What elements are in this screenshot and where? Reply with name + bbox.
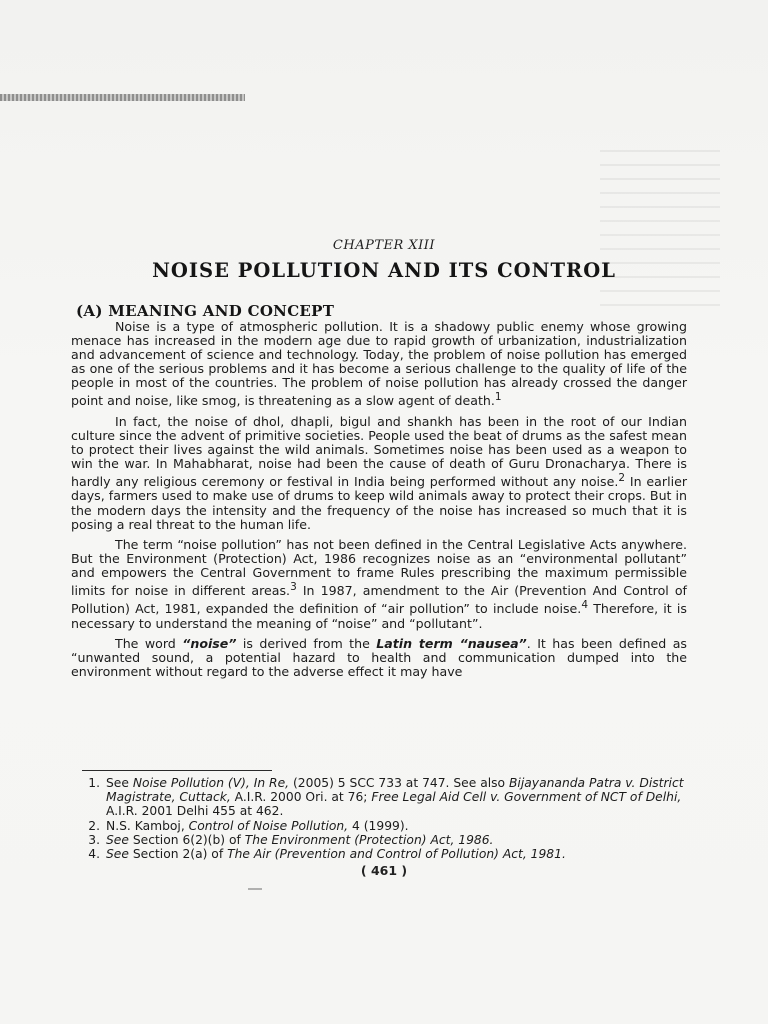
footnote-ref-1[interactable]: 1: [494, 391, 502, 404]
paragraph-4: The word “noise” is derived from the Latin term “nausea”. It has been defined as “unwanted sound, a potential hazard to health and communication dumped into the environment without regard to the adverse effect it may have: [71, 635, 687, 679]
paragraph-1: Noise is a type of atmospheric pollution. It is a shadowy public enemy whose growing menace has increased in the modern age due to rapid growth of urbanization, industrialization and advancement of science and technology. Today, the problem of noise pollution has emerged as one of the serious problems and it has become a serious challenge to the quality of life of the people in most of the countries. The problem of noise pollution has already crossed the danger point and noise, like smog, is threatening as a slow agent of death.$^1$: [71, 319, 687, 409]
footnote-number: 1.: [88, 776, 100, 790]
footnote-2: 2. N.S. Kamboj, Control of Noise Pollution, 4 (1999).: [76, 819, 692, 833]
ink-smudge: [248, 888, 262, 890]
footnote-number: 4.: [88, 847, 100, 862]
page-number: ( 461 ): [360, 863, 408, 878]
term-noise: “noise”: [182, 635, 237, 651]
footnotes: [76, 776, 692, 861]
footnote-number: 3.: [88, 832, 100, 847]
footnote-ref-2[interactable]: 2: [618, 472, 626, 485]
footnote-number: 2.: [88, 818, 100, 833]
paragraph-2: In fact, the noise of dhol, dhapli, bigul and shankh has been in the root of our Indian culture since the advent of primitive societies. People used the beat of drums as the safest mean to protect their lives against the wild animals. Sometimes noise has been used as a weapon to win the war. In Mahabharat, noise had been the cause of death of Guru Dronacharya. There is hardly any religious ceremony or festival in India being performed without any noise.$^2$ In earlier days, farmers used to make use of drums to keep wild animals away to protect their crops. But in the modern days the intensity and the frequency of the noise has increased so much that it is posing a real threat to the human life.: [71, 413, 687, 532]
footnote-1: 1. See Noise Pollution (V), In Re, (2005) 5 SCC 733 at 747. See also Bijayananda Patra v. District Magistrate, Cuttack, A.I.R. 2000 Ori. at 76; Free Legal Aid Cell v. Government of NCT of Delhi, A.I.R. 2001 Delhi 455 at 462.: [76, 776, 692, 819]
paragraph-3: The term “noise pollution” has not been defined in the Central Legislative Acts anywhere. But the Environment (Protection) Act, 1986 recognizes noise as an “environmental pollutant” and empowers the Central Government to frame Rules prescribing the maximum permissible limits for noise in different areas.$^3$ In 1987, amendment to the Air (Prevention And Control of Pollution) Act, 1981, expanded the definition of “air pollution” to include noise.$^4$ Therefore, it is necessary to understand the meaning of “noise” and “pollutant”.: [71, 536, 687, 631]
bleed-through-text: [600, 150, 720, 310]
footnote-ref-4[interactable]: 4: [581, 599, 588, 612]
page-edge-shadow: [0, 94, 245, 101]
footnote-4: 4. See Section 2(a) of The Air (Prevention and Control of Pollution) Act, 1981.: [76, 847, 692, 861]
section-heading: (A) MEANING AND CONCEPT: [76, 302, 335, 320]
body-text: [71, 320, 687, 685]
footnote-ref-3[interactable]: 3: [290, 580, 297, 593]
chapter-label: CHAPTER XIII: [332, 238, 436, 253]
footnote-divider: [82, 770, 272, 771]
footnote-3: 3. See Section 6(2)(b) of The Environment (Protection) Act, 1986.: [76, 833, 692, 847]
term-latin: Latin term “nausea”: [376, 635, 527, 651]
chapter-title: NOISE POLLUTION AND ITS CONTROL: [152, 259, 616, 282]
